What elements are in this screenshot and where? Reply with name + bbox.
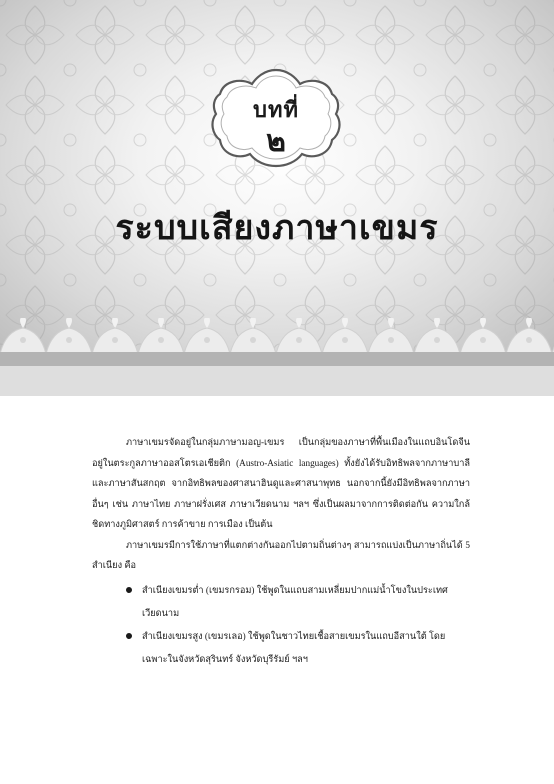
chapter-banner <box>0 0 554 352</box>
paragraph-intro: ภาษาเขมรจัดอยู่ในกลุ่มภาษามอญ-เขมร เป็นกลุ่มของภาษาที่พื้นเมืองในแถบอินโดจีน อยู่ในตระกูลภาษาออสโตรเอเชียติก (Austro-Asiatic languages) ทั้งยังได้รับอิทธิพลจากภาษาบาลี และภาษาสันสกฤต จากอิทธิพลของศาสนาฮินดูและศาสนาพุทธ นอกจากนี้ยังมีอิทธิพลจากภาษาอื่นๆ เช่น ภาษาไทย ภาษาฝรั่งเศส ภาษาเวียดนาม ฯลฯ ซึ่งเป็นผลมาจากการติดต่อกัน ความใกล้ชิดทางภูมิศาสตร์ การค้าขาย การเมือง เป็นต้น <box>92 437 470 529</box>
dialect-list <box>92 579 470 671</box>
chapter-label: บทที่ <box>253 97 299 122</box>
chapter-title: ระบบเสียงภาษาเขมร <box>115 210 439 247</box>
bullet-icon <box>126 587 132 593</box>
banner-divider-light <box>0 366 554 396</box>
list-item <box>92 625 470 671</box>
bullet-icon <box>126 633 132 639</box>
damask-pattern <box>0 0 554 352</box>
list-item-text: สำเนียงเขมรสูง (เขมรเลอ) ใช้พูดในชาวไทยเชื้อสายเขมรในแถบอีสานใต้ โดยเฉพาะในจังหวัดสุรินทร์ จังหวัดบุรีรัมย์ ฯลฯ <box>142 630 446 664</box>
chapter-number: ๒ <box>266 125 286 158</box>
banner-divider-dark <box>0 352 554 366</box>
lace-border <box>0 318 554 354</box>
paragraph-dialects: ภาษาเขมรมีการใช้ภาษาที่แตกต่างกันออกไปตามถิ่นต่างๆ สามารถแบ่งเป็นภาษาถิ่นได้ 5 สำเนียง คือ <box>92 539 470 570</box>
list-item-text: สำเนียงเขมรต่ำ (เขมรกรอม) ใช้พูดในแถบสามเหลี่ยมปากแม่น้ำโขงในประเทศเวียดนาม <box>142 584 448 618</box>
list-item <box>92 579 470 625</box>
body-content <box>92 432 470 671</box>
